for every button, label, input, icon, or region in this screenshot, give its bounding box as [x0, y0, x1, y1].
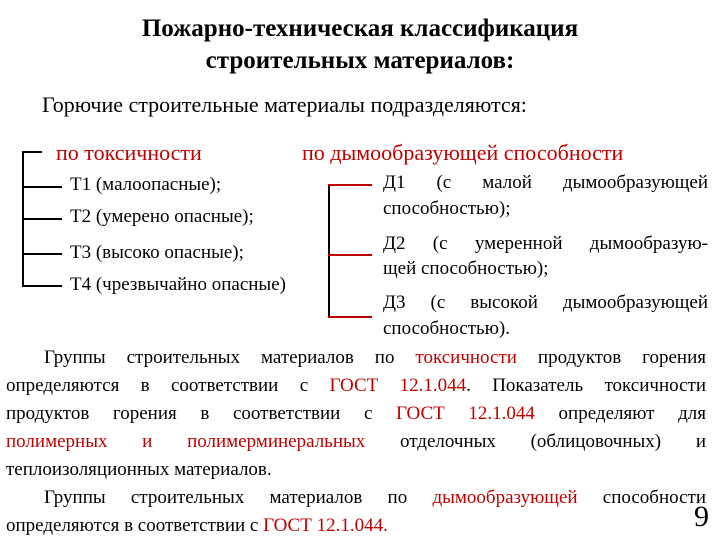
intro-text: Горючие строительные материалы подразделяются: [42, 92, 527, 117]
toxicity-item-connector [22, 253, 62, 255]
title-line-1: Пожарно-техническая классификация [141, 15, 579, 42]
toxicity-item: Т3 (высоко опасные); [70, 242, 244, 263]
toxicity-item-connector [22, 218, 62, 220]
paragraph-line: теплоизоляционных материалов. [6, 459, 272, 480]
title-line-2: строительных материалов: [205, 47, 515, 74]
smoke-item-line: Д2 (с умеренной дымообразую- [383, 233, 708, 254]
toxicity-heading: по токсичности [56, 140, 202, 165]
smoke-item-line: Д3 (с высокой дымообразующей [383, 292, 708, 313]
smoke-item-line: Д1 (с малой дымообразующей [383, 172, 708, 193]
smoke-bracket-vertical [328, 184, 330, 318]
paragraph-line: определяются в соответствии с ГОСТ 12.1.044. [6, 515, 388, 536]
paragraph-toxicity [6, 344, 706, 484]
toxicity-item-connector [22, 186, 62, 188]
paragraph-line: Группы строительных материалов по дымообразующей способности [44, 487, 706, 508]
paragraph-line: Группы строительных материалов по токсичности продуктов горения [44, 347, 706, 368]
paragraph-line: определяются в соответствии с ГОСТ 12.1.044. Показатель токсичности [6, 375, 706, 396]
paragraph-line: полимерных и полимерминеральных отделочных (облицовочных) и [6, 431, 706, 452]
toxicity-item-connector [22, 285, 62, 287]
smoke-item-connector [328, 254, 372, 256]
smoke-heading: по дымообразующей способности [302, 140, 624, 165]
toxicity-item: Т4 (чрезвычайно опасные) [70, 274, 286, 295]
paragraph-smoke [6, 484, 706, 540]
smoke-item-connector [328, 316, 372, 318]
smoke-item-line: щей способностью); [383, 258, 549, 279]
toxicity-item: Т2 (умерено опасные); [70, 206, 254, 227]
smoke-item-line: способностью); [383, 198, 511, 219]
toxicity-item: Т1 (малоопасные); [70, 174, 222, 195]
toxicity-heading-connector [22, 151, 42, 153]
smoke-item-line: способностью). [383, 318, 510, 339]
page-number: 9 [694, 500, 709, 533]
smoke-item-connector [328, 184, 372, 186]
paragraph-line: продуктов горения в соответствии с ГОСТ 12.1.044 определяют для [6, 403, 706, 424]
